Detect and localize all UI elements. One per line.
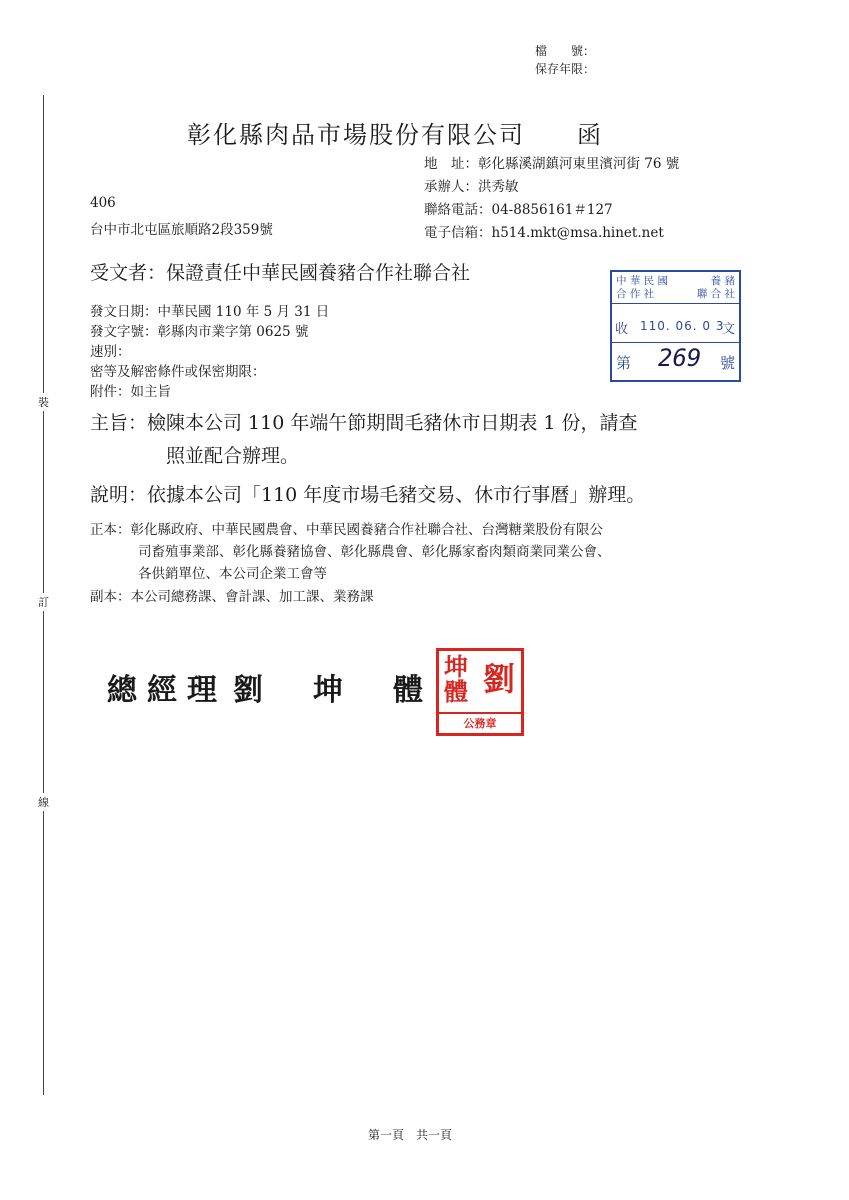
stamp-row2-right: 聯 合 社: [696, 288, 735, 300]
stamp-row2-left: 合 作 社: [616, 288, 655, 300]
sender-email: 電子信箱：h514.mkt@msa.hinet.net: [424, 225, 664, 241]
original-recipients-line-1: 正本：彰化縣政府、中華民國農會、中華民國養豬合作社聯合社、台灣糖業股份有限公: [90, 522, 603, 538]
signatory-name: 劉 坤 體: [233, 673, 433, 708]
subject-line-1: 主旨：檢陳本公司 110 年端午節期間毛豬休市日期表 1 份，請查: [90, 412, 638, 434]
original-recipients-line-3: 各供銷單位、本公司企業工會等: [138, 566, 327, 582]
retention-period-label: 保存年限：: [535, 62, 596, 76]
stamp-row1-right: 養 豬: [710, 275, 735, 287]
stamp-row1-left: 中 華 民 國: [616, 275, 669, 287]
org-title: 彰化縣肉品市場股份有限公司 函: [187, 121, 603, 149]
sender-phone: 聯絡電話：04-8856161＃127: [424, 202, 613, 218]
official-seal: [436, 648, 524, 736]
signatory-title: 總經理: [107, 673, 227, 708]
seal-char-3: 體: [444, 677, 468, 706]
copy-recipients: 副本：本公司總務課、會計課、加工課、業務課: [90, 589, 374, 605]
margin-mark-staple: 訂: [38, 593, 49, 611]
stamp-date: 110. 06. 0 3: [640, 319, 725, 333]
stamp-no-suffix: 號: [719, 354, 735, 372]
sender-handler: 承辦人：洪秀敏: [424, 179, 519, 195]
file-number-label: 檔 號：: [535, 44, 596, 58]
stamp-no-value: 269: [658, 344, 702, 372]
sender-address: 地 址：彰化縣溪湖鎮河東里濱河街 76 號: [424, 156, 680, 172]
issue-date: 發文日期：中華民國 110 年 5 月 31 日: [90, 304, 330, 320]
original-recipients-line-2: 司畜殖事業部、彰化縣養豬協會、彰化縣農會、彰化縣家畜肉類商業同業公會、: [138, 544, 611, 560]
explanation: 說明：依據本公司「110 年度市場毛豬交易、休市行事曆」辦理。: [90, 484, 646, 506]
seal-char-2: 劉: [483, 660, 516, 698]
seal-char-1: 坤: [444, 652, 468, 681]
document-number: 發文字號：彰縣肉市業字第 0625 號: [90, 324, 309, 340]
postal-code: 406: [90, 195, 116, 211]
stamp-side-left: 收: [615, 322, 629, 337]
stamp-side-right: 文: [721, 322, 735, 337]
seal-bottom-text: 公務章: [439, 712, 521, 731]
page-footer: 第一頁 共一頁: [368, 1128, 453, 1142]
attachment-field: 附件：如主旨: [90, 384, 171, 400]
stamp-no-label: 第: [616, 354, 632, 372]
security-field: 密等及解密條件或保密期限：: [90, 364, 266, 380]
recipient-address: 台中市北屯區旅順路2段359號: [90, 222, 273, 238]
margin-mark-line: 線: [38, 793, 49, 811]
received-stamp: [610, 270, 741, 382]
subject-line-2: 照並配合辦理。: [166, 445, 300, 467]
speed-field: 速別：: [90, 344, 131, 360]
margin-mark-bind: 裝: [38, 393, 49, 411]
addressee: 受文者：保證責任中華民國養豬合作社聯合社: [90, 262, 471, 284]
